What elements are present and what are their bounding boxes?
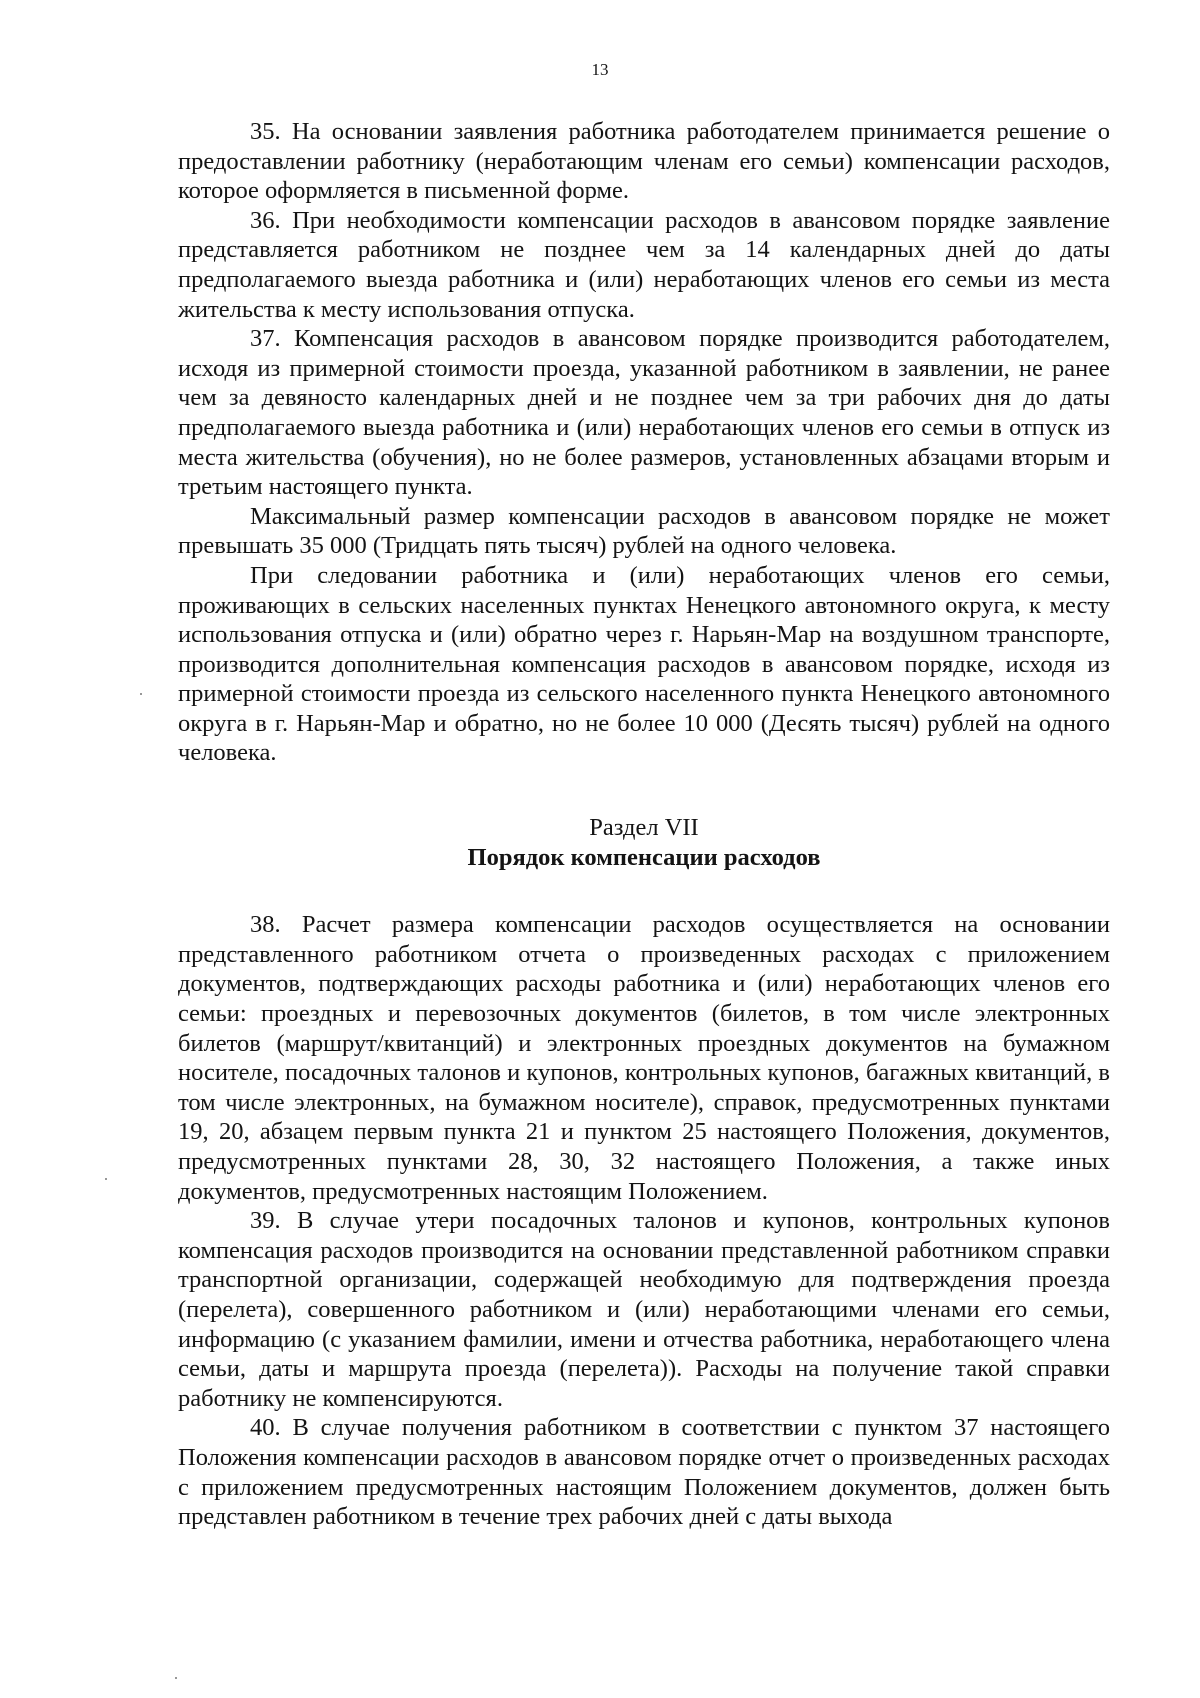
- paragraph-36: 36. При необходимости компенсации расходов в авансовом порядке заявление представляется работником не позднее чем за 14 календарных дней до даты предполагаемого выезда работника и (или) неработающих членов его семьи из места жительства к месту использования отпуска.: [178, 206, 1110, 323]
- paragraph-39: 39. В случае утери посадочных талонов и купонов, контрольных купонов компенсация расходов производится на основании представленной работником справки транспортной организации, содержащей необходимую для подтверждения проезда (перелета), совершенного работником и (или) неработающими членами его семьи, информацию (с указанием фамилии, имени и отчества работника, неработающего члена семьи, даты и маршрута проезда (перелета)). Расходы на получение такой справки работнику не компенсируются.: [178, 1207, 1110, 1412]
- scan-speck: [140, 693, 142, 695]
- paragraph-37-max-amount: Максимальный размер компенсации расходов в авансовом порядке не может превышать 35 000 (Тридцать пять тысяч) рублей на одного человека.: [178, 502, 1110, 560]
- scan-speck: [175, 1677, 177, 1679]
- section-label: Раздел VII: [589, 814, 699, 842]
- scan-speck: [105, 1178, 107, 1180]
- paragraph-37-additional-compensation: При следовании работника и (или) неработающих членов его семьи, проживающих в сельских населенных пунктах Ненецкого автономного округа, к месту использования отпуска и (или) обратно через г. Нарьян-Мар на воздушном транспорте, производится дополнительная компенсация расходов в авансовом порядке, исходя из примерной стоимости проезда из сельского населенного пункта Ненецкого автономного округа в г. Нарьян-Мар и обратно, но не более 10 000 (Десять тысяч) рублей на одного человека.: [178, 561, 1110, 767]
- section-heading: [178, 813, 1110, 872]
- paragraph-40: 40. В случае получения работником в соответствии с пунктом 37 настоящего Положения компенсации расходов в авансовом порядке отчет о произведенных расходах с приложением предусмотренных настоящим Положением документов, должен быть представлен работником в течение трех рабочих дней с даты выхода: [178, 1414, 1110, 1531]
- section-title: Порядок компенсации расходов: [467, 843, 821, 871]
- paragraph-37: 37. Компенсация расходов в авансовом порядке производится работодателем, исходя из примерной стоимости проезда, указанной работником в заявлении, не ранее чем за девяносто календарных дней и не позднее чем за три рабочих дня до даты предполагаемого выезда работника и (или) неработающих членов его семьи в отпуск из места жительства (обучения), но не более размеров, установленных абзацами вторым и третьим настоящего пункта.: [178, 325, 1110, 501]
- paragraph-38: 38. Расчет размера компенсации расходов осуществляется на основании представленного работником отчета о произведенных расходах с приложением документов, подтверждающих расходы работника и (или) неработающих членов его семьи: проездных и перевозочных документов (билетов, в том числе электронных билетов (маршрут/квитанций) и электронных проездных документов на бумажном носителе, посадочных талонов и купонов, контрольных купонов, багажных квитанций, в том числе электронных, на бумажном носителе), справок, предусмотренных пунктами 19, 20, абзацем первым пункта 21 и пунктом 25 настоящего Положения, документов, предусмотренных пунктами 28, 30, 32 настоящего Положения, а также иных документов, предусмотренных настоящим Положением.: [178, 911, 1110, 1205]
- paragraph-35: 35. На основании заявления работника работодателем принимается решение о предоставлении работнику (неработающим членам его семьи) компенсации расходов, которое оформляется в письменной форме.: [178, 118, 1110, 205]
- page-number: 13: [591, 60, 609, 79]
- document-body: [178, 117, 1110, 1532]
